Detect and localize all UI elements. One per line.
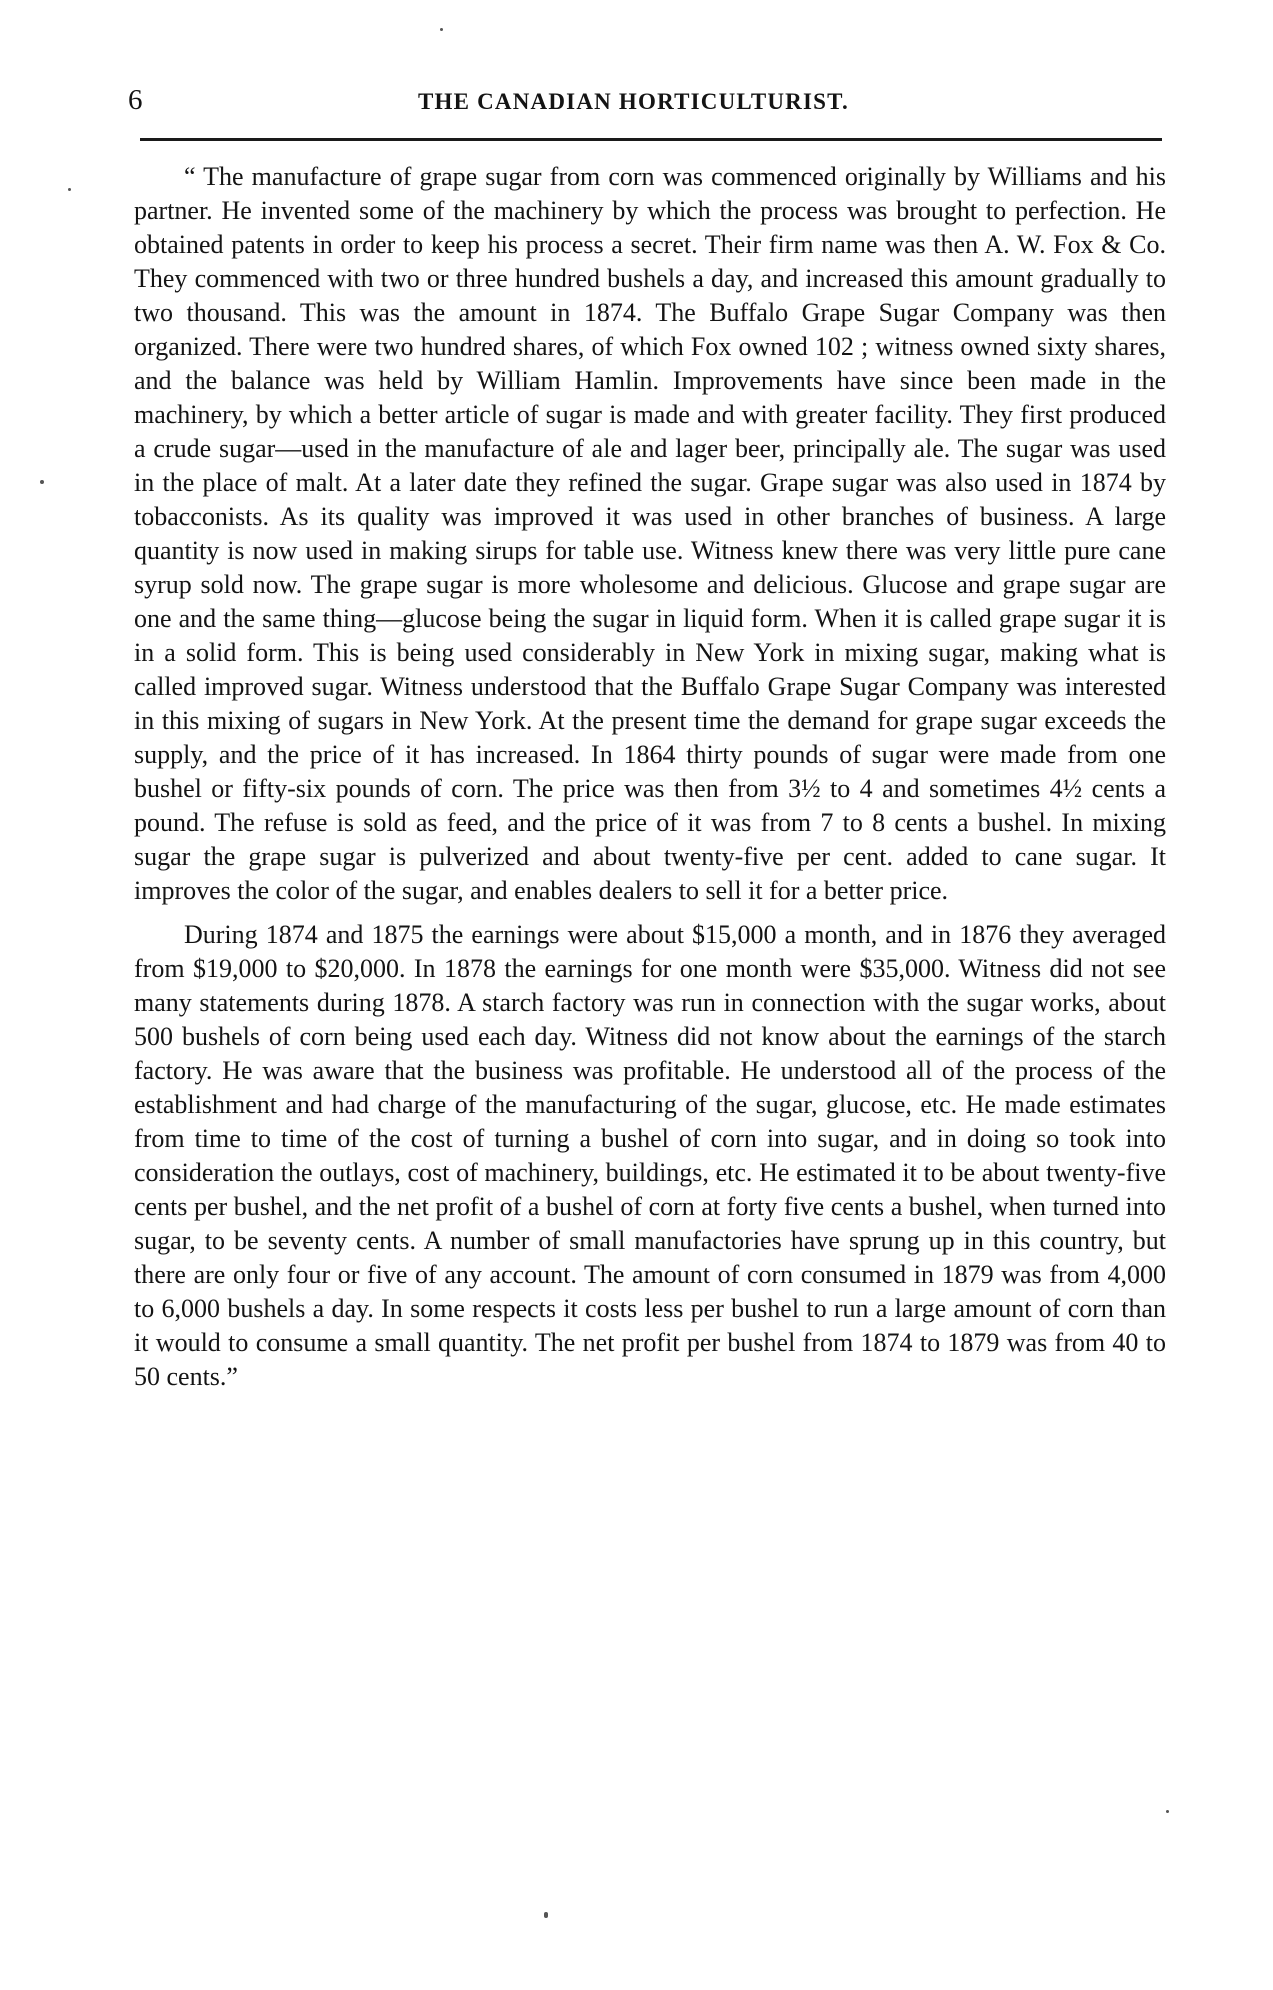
margin-speck <box>544 1912 548 1918</box>
running-title: THE CANADIAN HORTICULTURIST. <box>418 89 849 114</box>
margin-speck <box>68 188 71 191</box>
margin-speck <box>40 480 44 484</box>
paragraph-testimony: “ The manufacture of grape sugar from corn was commenced originally by Williams and his partner. He invented some of the machinery by which the process was brought to perfection. He obtained patents in order to keep his process a secret. Their firm name was then A. W. Fox & Co. They commenced with two or three hundred bushels a day, and increased this amount gradually to two thousand. This was the amount in 1874. The Buffalo Grape Sugar Company was then organized. There were two hundred shares, of which Fox owned 102 ; witness owned sixty shares, and the balance was held by William Hamlin. Improvements have since been made in the machinery, by which a better article of sugar is made and with greater facility. They first produced a crude sugar—used in the manufacture of ale and lager beer, principally ale. The sugar was used in the place of malt. At a later date they refined the sugar. Grape sugar was also used in 1874 by tobacconists. As its quality was improved it was used in other branches of business. A large quantity is now used in making sirups for table use. Witness knew there was very little pure cane syrup sold now. The grape sugar is more wholesome and delicious. Glucose and grape sugar are one and the same thing—glucose being the sugar in liquid form. When it is called grape sugar it is in a solid form. This is being used considerably in New York in mixing sugar, making what is called improved sugar. Witness understood that the Buffalo Grape Sugar Company was interested in this mixing of sugars in New York. At the present time the demand for grape sugar exceeds the supply, and the price of it has increased. In 1864 thirty pounds of sugar were made from one bushel or fifty-six pounds of corn. The price was then from 3½ to 4 and sometimes 4½ cents a pound. The refuse is sold as feed, and the price of it was from 7 to 8 cents a bushel. In mixing sugar the grape sugar is pulverized and about twenty-five per cent. added to cane sugar. It improves the color of the sugar, and enables dealers to sell it for a better price. <box>134 162 1166 905</box>
page-header <box>128 80 1166 120</box>
page-number: 6 <box>128 84 143 116</box>
margin-speck <box>440 28 443 31</box>
header-rule <box>140 138 1162 141</box>
body-text <box>134 160 1166 1394</box>
paragraph-earnings: During 1874 and 1875 the earnings were about $15,000 a month, and in 1876 they averaged from $19,000 to $20,000. In 1878 the earnings for one month were $35,000. Witness did not see many statements during 1878. A starch factory was run in connection with the sugar works, about 500 bushels of corn being used each day. Witness did not know about the earnings of the starch factory. He was aware that the business was profitable. He understood all of the process of the establishment and had charge of the manufacturing of the sugar, glucose, etc. He made estimates from time to time of the cost of turning a bushel of corn into sugar, and in doing so took into consideration the outlays, cost of machinery, buildings, etc. He estimated it to be about twenty-five cents per bushel, and the net profit of a bushel of corn at forty five cents a bushel, when turned into sugar, to be seventy cents. A number of small manufactories have sprung up in this country, but there are only four or five of any account. The amount of corn consumed in 1879 was from 4,000 to 6,000 bushels a day. In some respects it costs less per bushel to run a large amount of corn than it would to consume a small quantity. The net profit per bushel from 1874 to 1879 was from 40 to 50 cents.” <box>134 920 1166 1391</box>
margin-speck <box>1166 1810 1169 1813</box>
